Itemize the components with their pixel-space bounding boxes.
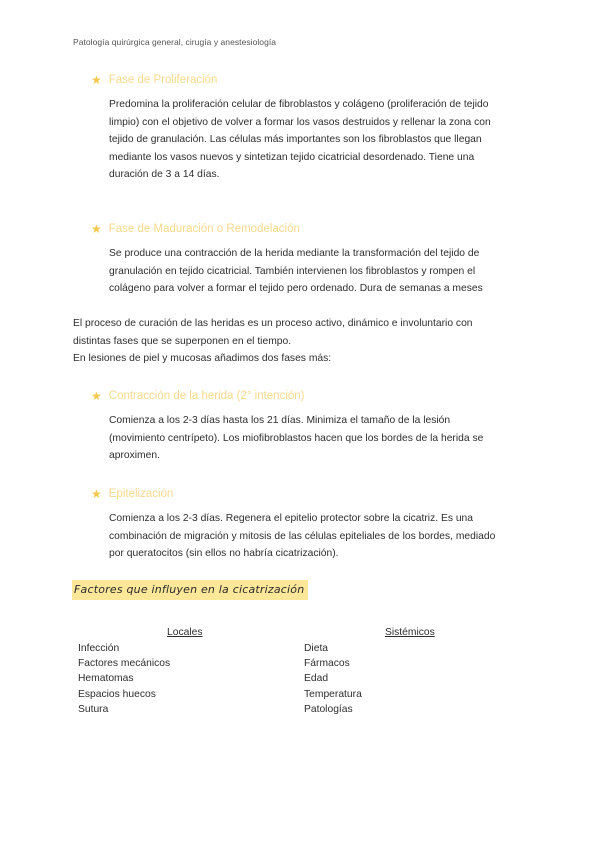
section-paragraph-contraccion [109, 412, 529, 465]
page-header: Patología quirúrgica general, cirugía y anestesiología [73, 37, 277, 47]
section-title-text: Fase de Maduración o Remodelación [108, 223, 300, 235]
star-icon: ★ [91, 487, 102, 501]
locales-heading: Locales [167, 627, 203, 638]
paragraph-line: mediante los vasos nuevos y sintetizan tejido cicatricial desordenado. Tiene una [109, 151, 475, 163]
section-title-epitelizacion [91, 487, 173, 501]
intro-paragraph [73, 315, 533, 368]
list-item: Sutura [78, 703, 109, 715]
section-title-text: Contracción de la herida (2° intención) [108, 390, 305, 402]
section-paragraph-epitelizacion [109, 510, 529, 563]
paragraph-line: colágeno para volver a formar el tejido pero ordenado. Dura de semanas a meses [109, 283, 483, 294]
list-item: Patologías [304, 703, 353, 715]
paragraph-line: granulación en tejido cicatricial. También intervienen los fibroblastos y rompen el [109, 265, 476, 277]
list-item: Hematomas [78, 673, 134, 685]
list-item: Espacios huecos [78, 688, 156, 700]
list-item: Fármacos [304, 658, 350, 670]
section-title-text: Epitelización [108, 488, 174, 500]
section-title-text: Fase de Proliferación [108, 74, 218, 86]
list-item: Edad [304, 673, 329, 685]
paragraph-line: Predomina la proliferación celular de fibroblastos y colágeno (proliferación de tejido [109, 99, 489, 110]
sistemicos-list [304, 641, 362, 717]
section-paragraph-proliferacion [109, 96, 529, 184]
locales-list [78, 641, 170, 717]
section-paragraph-maduracion [109, 245, 529, 298]
star-icon: ★ [91, 389, 102, 403]
paragraph-line: aproximen. [109, 450, 160, 461]
section-title-proliferacion [91, 73, 217, 87]
star-icon: ★ [91, 73, 102, 87]
paragraph-line: Se produce una contracción de la herida mediante la transformación del tejido de [109, 248, 480, 259]
star-icon: ★ [91, 222, 102, 236]
section-title-contraccion [91, 389, 305, 403]
paragraph-line: Comienza a los 2-3 días. Regenera el epitelio protector sobre la cicatriz. Es una [109, 513, 474, 524]
factors-heading: Factores que influyen en la cicatrización [72, 580, 308, 600]
sistemicos-heading: Sistémicos [385, 627, 435, 638]
paragraph-line: combinación de migración y mitosis de las células epiteliales de los bordes, mediado [109, 530, 496, 542]
paragraph-line: por queratocitos (sin ellos no habría cicatrización). [109, 548, 339, 559]
paragraph-line: tejido de granulación. Las células más importantes son los fibroblastos que llegan [109, 134, 482, 145]
paragraph-line: El proceso de curación de las heridas es un proceso activo, dinámico e involuntario con [73, 318, 473, 329]
list-item: Factores mecánicos [78, 658, 171, 670]
paragraph-line: En lesiones de piel y mucosas añadimos dos fases más: [73, 353, 332, 364]
paragraph-line: duración de 3 a 14 días. [109, 169, 220, 180]
paragraph-line: limpio) con el objetivo de volver a formar los vasos destruidos y rellenar la zona con [109, 116, 491, 128]
list-item: Infección [78, 643, 120, 654]
section-title-maduracion [91, 222, 300, 236]
list-item: Temperatura [304, 688, 362, 700]
paragraph-line: Comienza a los 2-3 días hasta los 21 días. Minimiza el tamaño de la lesión [109, 415, 451, 426]
paragraph-line: distintas fases que se superponen en el tiempo. [73, 335, 292, 347]
list-item: Dieta [304, 643, 329, 654]
paragraph-line: (movimiento centrípeto). Los miofibroblastos hacen que los bordes de la herida se [109, 432, 484, 444]
